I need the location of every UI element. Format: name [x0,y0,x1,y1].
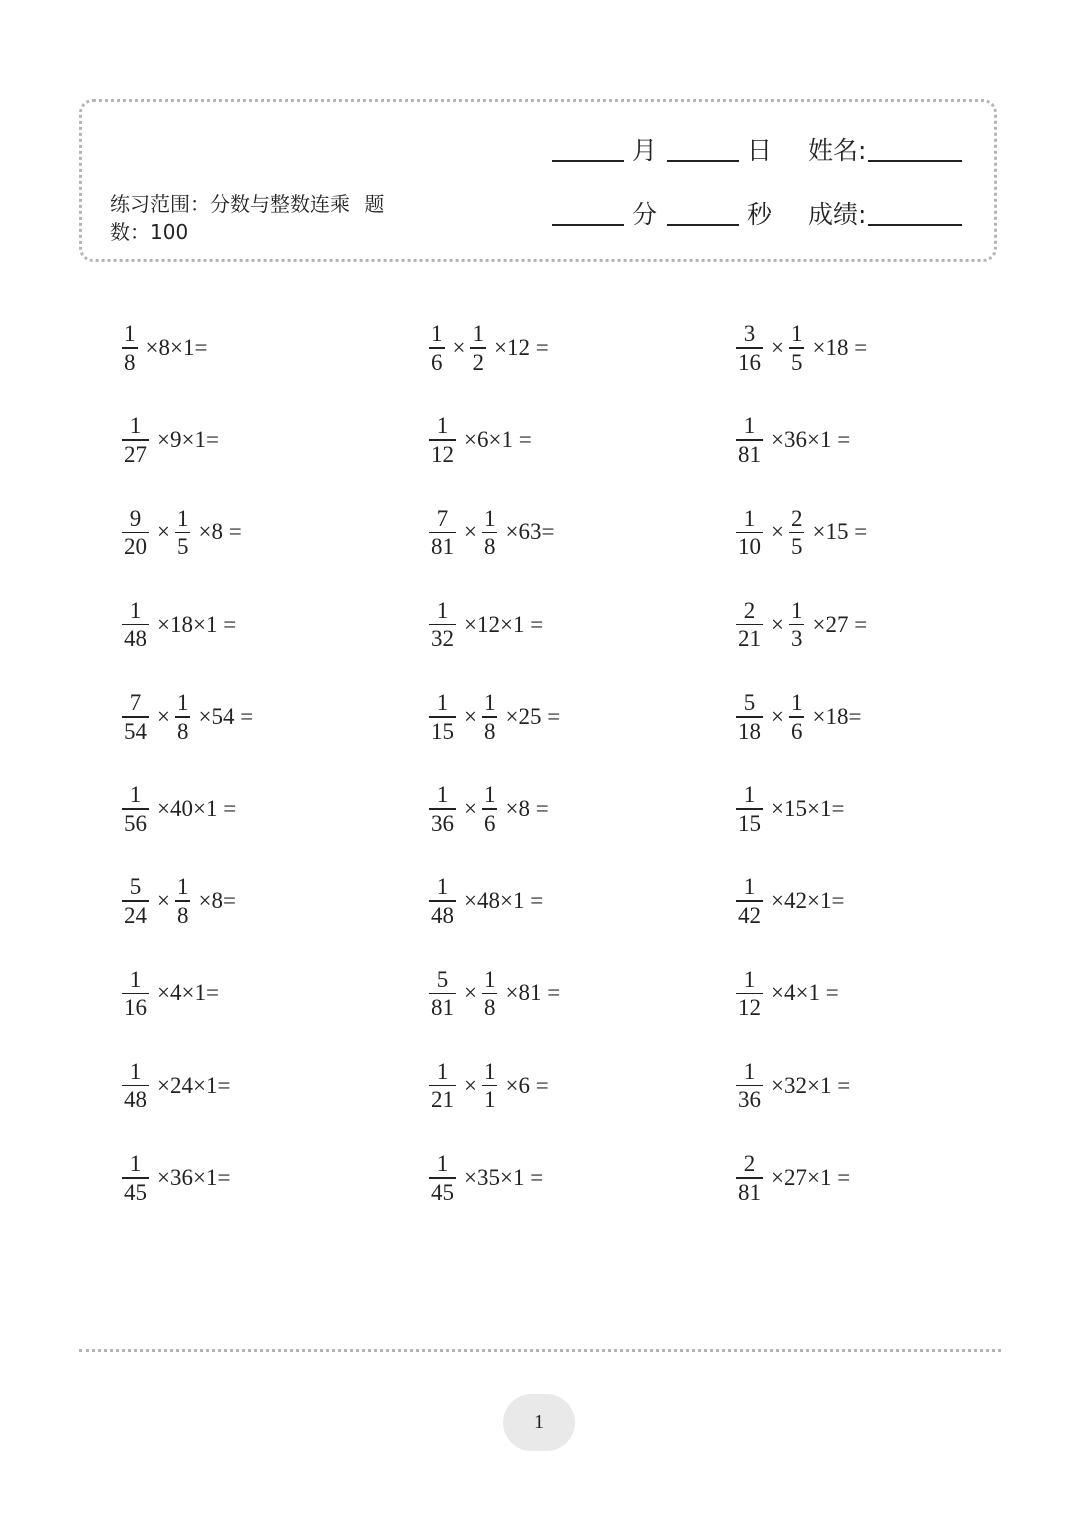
score-blank[interactable] [868,224,962,226]
expression-rest: ×48×1 = [464,888,544,914]
fraction [482,781,498,837]
problem-item [427,774,552,844]
times-sign: × [771,335,784,360]
problem-item [427,682,563,752]
expression-rest: ×9×1= [157,427,219,453]
expression-rest: ×18= [812,703,862,729]
numerator: 1 [436,1058,449,1084]
practice-range [110,190,430,246]
times-sign: × [157,519,170,545]
problem-item [734,405,853,475]
minute-blank[interactable] [552,224,624,226]
numerator: 1 [436,874,449,900]
fraction [122,1058,149,1114]
times-sign: × [157,888,170,914]
problem-item [120,866,239,936]
expression-rest: ×6×1 = [464,427,532,453]
fraction [470,320,486,376]
numerator: 1 [436,597,449,623]
numerator: 1 [176,690,189,716]
expression-rest: ×12 = [493,335,549,360]
problem-item [120,405,222,475]
problem-item [427,866,546,936]
expression-rest: ×42×1= [771,888,845,914]
numerator: 1 [431,321,443,347]
fraction [122,689,149,745]
worksheet-header [79,99,997,262]
fraction [429,1150,456,1206]
fraction [482,1058,498,1114]
fraction [429,966,456,1022]
numerator: 1 [472,321,484,347]
second-label: 秒 [747,200,773,229]
fraction [736,1058,763,1114]
denominator: 12 [738,995,761,1021]
problem-item [427,497,557,567]
fraction [429,320,445,376]
fraction [482,966,498,1022]
fraction [736,320,763,376]
expression-rest: ×81 = [505,980,561,1006]
denominator: 21 [431,1087,454,1113]
denominator: 3 [790,626,803,652]
denominator: 15 [738,810,761,836]
fraction [175,873,191,929]
problem-item [427,1051,552,1121]
fraction [736,505,763,561]
numerator: 1 [790,321,803,347]
expression-rest: ×27 = [812,611,868,637]
problem-item [734,497,870,567]
denominator: 54 [124,718,147,744]
fraction [736,412,763,468]
problem-item [734,774,847,844]
denominator: 81 [738,441,761,467]
denominator: 81 [738,1179,761,1205]
denominator: 21 [738,626,761,652]
fraction [429,873,456,929]
times-sign: × [464,980,477,1006]
problem-item [427,313,552,383]
problem-item [120,1051,233,1121]
denominator: 45 [124,1179,147,1205]
fraction [122,505,149,561]
expression-rest: ×4×1= [157,980,219,1006]
numerator: 1 [743,505,756,531]
fraction [122,1150,149,1206]
fraction [429,1058,456,1114]
fraction [736,781,763,837]
range-label: 练习范围：分数与整数连乘 [110,192,350,216]
numerator: 5 [436,966,449,992]
expression-rest: ×63= [505,519,555,545]
denominator: 16 [738,349,761,375]
numerator: 5 [743,690,756,716]
numerator: 2 [743,597,756,623]
numerator: 1 [483,1058,496,1084]
expression-rest: ×24×1= [157,1072,231,1098]
fraction [736,689,763,745]
fraction [122,781,149,837]
expression-rest: ×8 = [505,796,549,821]
problem-item [734,682,864,752]
denominator: 12 [431,441,454,467]
denominator: 48 [124,626,147,652]
problem-item [120,497,245,567]
times-sign: × [157,703,170,729]
expression-rest: ×18 = [812,335,868,360]
times-sign: × [771,703,784,729]
count-label: 题 [364,192,385,216]
fraction [122,597,149,653]
numerator: 1 [436,690,449,716]
fraction [429,781,456,837]
fraction [122,966,149,1022]
numerator: 1 [129,597,142,623]
numerator: 1 [483,966,496,992]
problem-item [120,313,210,383]
denominator: 32 [431,626,454,652]
denominator: 48 [431,902,454,928]
fraction [122,320,138,376]
numerator: 1 [483,690,496,716]
score-label: 成绩: [808,200,867,229]
denominator: 1 [483,1087,496,1113]
count-value: 数：100 [110,220,189,244]
fraction [482,505,498,561]
problem-item [734,958,842,1028]
problem-item [734,866,847,936]
fraction [736,966,763,1022]
numerator: 1 [483,782,496,808]
numerator: 9 [129,505,142,531]
denominator: 2 [472,349,484,375]
numerator: 7 [436,505,449,531]
fraction [175,505,191,561]
numerator: 3 [743,321,756,347]
expression-rest: ×35×1 = [464,1164,544,1190]
fraction [736,873,763,929]
denominator: 8 [483,534,496,560]
expression-rest: ×40×1 = [157,796,237,821]
numerator: 1 [790,597,803,623]
problem-item [734,1051,853,1121]
numerator: 2 [790,505,803,531]
numerator: 1 [176,505,189,531]
expression-rest: ×8×1= [145,335,208,360]
problem-item [734,590,870,660]
denominator: 8 [176,902,189,928]
expression-rest: ×54 = [198,703,254,729]
expression-rest: ×15 = [812,519,868,545]
denominator: 8 [124,349,136,375]
numerator: 1 [743,966,756,992]
numerator: 1 [743,1058,756,1084]
fraction [789,505,805,561]
numerator: 1 [743,782,756,808]
times-sign: × [464,703,477,729]
numerator: 1 [124,321,136,347]
times-sign: × [771,519,784,545]
denominator: 45 [431,1179,454,1205]
fraction [429,597,456,653]
month-label: 月 [632,136,658,165]
fraction [429,505,456,561]
expression-rest: ×25 = [505,703,561,729]
denominator: 16 [124,995,147,1021]
numerator: 1 [129,1058,142,1084]
fraction [789,320,805,376]
times-sign: × [464,1072,477,1098]
denominator: 36 [738,1087,761,1113]
expression-rest: ×4×1 = [771,980,839,1006]
numerator: 1 [129,413,142,439]
times-sign: × [771,611,784,637]
problem-item [427,958,563,1028]
problem-item [120,1143,233,1213]
second-blank[interactable] [667,224,739,226]
month-blank[interactable] [552,160,624,162]
problem-item [734,1143,853,1213]
expression-rest: ×32×1 = [771,1072,851,1098]
numerator: 1 [436,782,449,808]
day-blank[interactable] [667,160,739,162]
numerator: 1 [790,690,803,716]
denominator: 6 [790,718,803,744]
fraction [789,597,805,653]
fraction [736,1150,763,1206]
denominator: 6 [431,349,443,375]
denominator: 24 [124,902,147,928]
times-sign: × [464,796,477,821]
denominator: 48 [124,1087,147,1113]
name-blank[interactable] [868,160,962,162]
numerator: 1 [176,874,189,900]
denominator: 8 [176,718,189,744]
denominator: 5 [790,349,803,375]
denominator: 15 [431,718,454,744]
fraction [122,873,149,929]
numerator: 1 [436,1151,449,1177]
day-label: 日 [747,136,773,165]
numerator: 5 [129,874,142,900]
expression-rest: ×8 = [198,519,242,545]
fraction [175,689,191,745]
times-sign: × [464,519,477,545]
name-label: 姓名: [808,136,867,165]
problem-item [427,1143,546,1213]
problem-item [120,958,222,1028]
problem-item [120,682,256,752]
minute-label: 分 [632,200,658,229]
denominator: 5 [790,534,803,560]
numerator: 1 [129,782,142,808]
date-name-row [552,128,962,168]
denominator: 81 [431,534,454,560]
denominator: 20 [124,534,147,560]
times-sign: × [452,335,466,360]
denominator: 10 [738,534,761,560]
problem-item [120,774,239,844]
denominator: 56 [124,810,147,836]
problem-item [734,313,870,383]
time-score-row [552,192,962,232]
fraction [429,412,456,468]
fraction [122,412,149,468]
numerator: 1 [743,874,756,900]
page-number: 1 [503,1394,575,1451]
denominator: 6 [483,810,496,836]
numerator: 1 [129,1151,142,1177]
expression-rest: ×8= [198,888,236,914]
numerator: 1 [436,413,449,439]
problem-item [120,590,239,660]
expression-rest: ×36×1= [157,1164,231,1190]
denominator: 27 [124,441,147,467]
expression-rest: ×6 = [505,1072,549,1098]
fraction [429,689,456,745]
numerator: 1 [129,966,142,992]
denominator: 18 [738,718,761,744]
denominator: 5 [176,534,189,560]
denominator: 81 [431,995,454,1021]
denominator: 36 [431,810,454,836]
denominator: 8 [483,995,496,1021]
numerator: 7 [129,690,142,716]
expression-rest: ×15×1= [771,796,845,821]
numerator: 1 [483,505,496,531]
denominator: 42 [738,902,761,928]
expression-rest: ×18×1 = [157,611,237,637]
numerator: 2 [743,1151,756,1177]
denominator: 8 [483,718,496,744]
problem-item [427,405,535,475]
expression-rest: ×12×1 = [464,611,544,637]
fraction [789,689,805,745]
problem-item [427,590,546,660]
expression-rest: ×36×1 = [771,427,851,453]
expression-rest: ×27×1 = [771,1164,851,1190]
footer-divider [79,1349,1001,1352]
fraction [736,597,763,653]
numerator: 1 [743,413,756,439]
fraction [482,689,498,745]
